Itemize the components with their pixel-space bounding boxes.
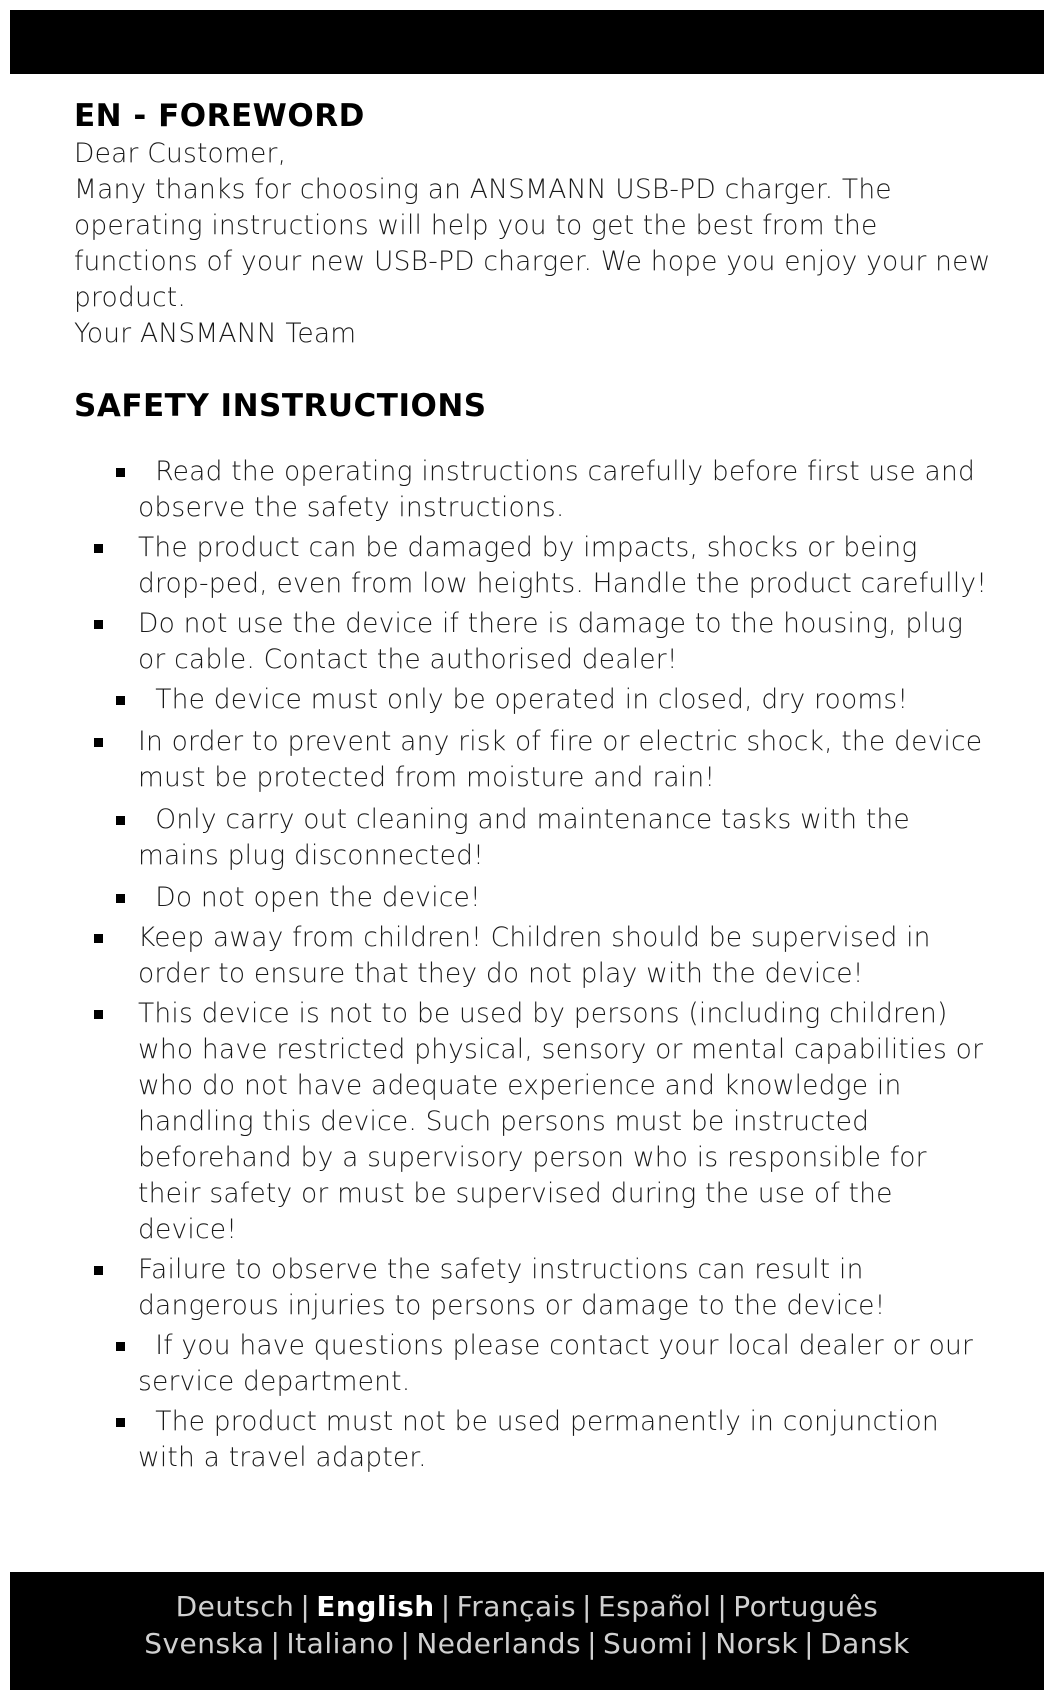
lang-link-english[interactable]: English [316, 1590, 435, 1623]
foreword-heading: EN - FOREWORD [74, 98, 365, 134]
lang-link-nederlands[interactable]: Nederlands [416, 1627, 582, 1660]
separator: | [587, 1627, 598, 1660]
list-item: If you have questions please contact your local dealer or our service department. [74, 1328, 994, 1400]
lang-link-portugues[interactable]: Português [733, 1590, 879, 1623]
separator: | [440, 1590, 451, 1623]
list-item: Read the operating instructions carefully before first use and observe the safety instructions. [74, 454, 994, 526]
list-item: Do not use the device if there is damage to the housing, plug or cable. Contact the authorised dealer! [74, 606, 994, 678]
greeting: Dear Customer, [74, 138, 287, 169]
list-item: Do not open the device! [74, 880, 994, 916]
language-row-2 [10, 1625, 1044, 1662]
separator: | [717, 1590, 728, 1623]
separator: | [400, 1627, 411, 1660]
bullet-icon [94, 1266, 103, 1275]
bullet-icon [94, 544, 103, 553]
list-item: This device is not to be used by persons (including children) who have restricted physical, sensory or mental capabilities or who do not have adequate experience and knowledge in handling this device. Such persons must be instructed beforehand by a supervisory person who is responsible for their safety or must be supervised during the use of the device! [74, 996, 994, 1248]
language-bar [10, 1572, 1044, 1690]
bullet-icon [94, 1010, 103, 1019]
bullet-icon [116, 894, 125, 903]
lang-link-deutsch[interactable]: Deutsch [175, 1590, 295, 1623]
list-item: In order to prevent any risk of fire or electric shock, the device must be protected from moisture and rain! [74, 724, 994, 796]
bullet-icon [116, 1418, 125, 1427]
separator: | [804, 1627, 815, 1660]
list-item: Keep away from children! Children should be supervised in order to ensure that they do not play with the device! [74, 920, 994, 992]
bullet-icon [116, 696, 125, 705]
list-item: The device must only be operated in closed, dry rooms! [74, 682, 994, 718]
separator: | [582, 1590, 592, 1623]
lang-link-suomi[interactable]: Suomi [603, 1627, 694, 1660]
foreword-section [74, 96, 994, 352]
list-item: The product must not be used permanently in conjunction with a travel adapter. [74, 1404, 994, 1476]
separator: | [699, 1627, 710, 1660]
safety-list [74, 454, 994, 1476]
bullet-icon [94, 934, 103, 943]
safety-heading: SAFETY INSTRUCTIONS [74, 388, 487, 424]
separator: | [270, 1627, 281, 1660]
lang-link-svenska[interactable]: Svenska [144, 1627, 265, 1660]
top-bar [10, 10, 1044, 74]
foreword-body: Many thanks for choosing an ANSMANN USB-PD charger. The operating instructions will help you to get the best from the functions of your new USB-PD charger. We hope you enjoy your new product. [74, 174, 991, 313]
lang-link-italiano[interactable]: Italiano [286, 1627, 395, 1660]
lang-link-francais[interactable]: Français [456, 1590, 577, 1623]
language-row-1 [10, 1588, 1044, 1625]
separator: | [300, 1590, 311, 1623]
lang-link-norsk[interactable]: Norsk [715, 1627, 799, 1660]
safety-section [74, 386, 994, 1476]
bullet-icon [116, 468, 125, 477]
bullet-icon [116, 816, 125, 825]
lang-link-espanol[interactable]: Español [597, 1590, 712, 1623]
bullet-icon [94, 738, 103, 747]
list-item: The product can be damaged by impacts, shocks or being drop-ped, even from low heights. Handle the product carefully! [74, 530, 994, 602]
lang-link-dansk[interactable]: Dansk [820, 1627, 910, 1660]
list-item: Failure to observe the safety instructions can result in dangerous injuries to persons or damage to the device! [74, 1252, 994, 1324]
list-item: Only carry out cleaning and maintenance tasks with the mains plug disconnected! [74, 802, 994, 874]
bullet-icon [94, 620, 103, 629]
document-content [74, 96, 994, 1480]
bullet-icon [116, 1342, 125, 1351]
signoff: Your ANSMANN Team [74, 318, 357, 349]
